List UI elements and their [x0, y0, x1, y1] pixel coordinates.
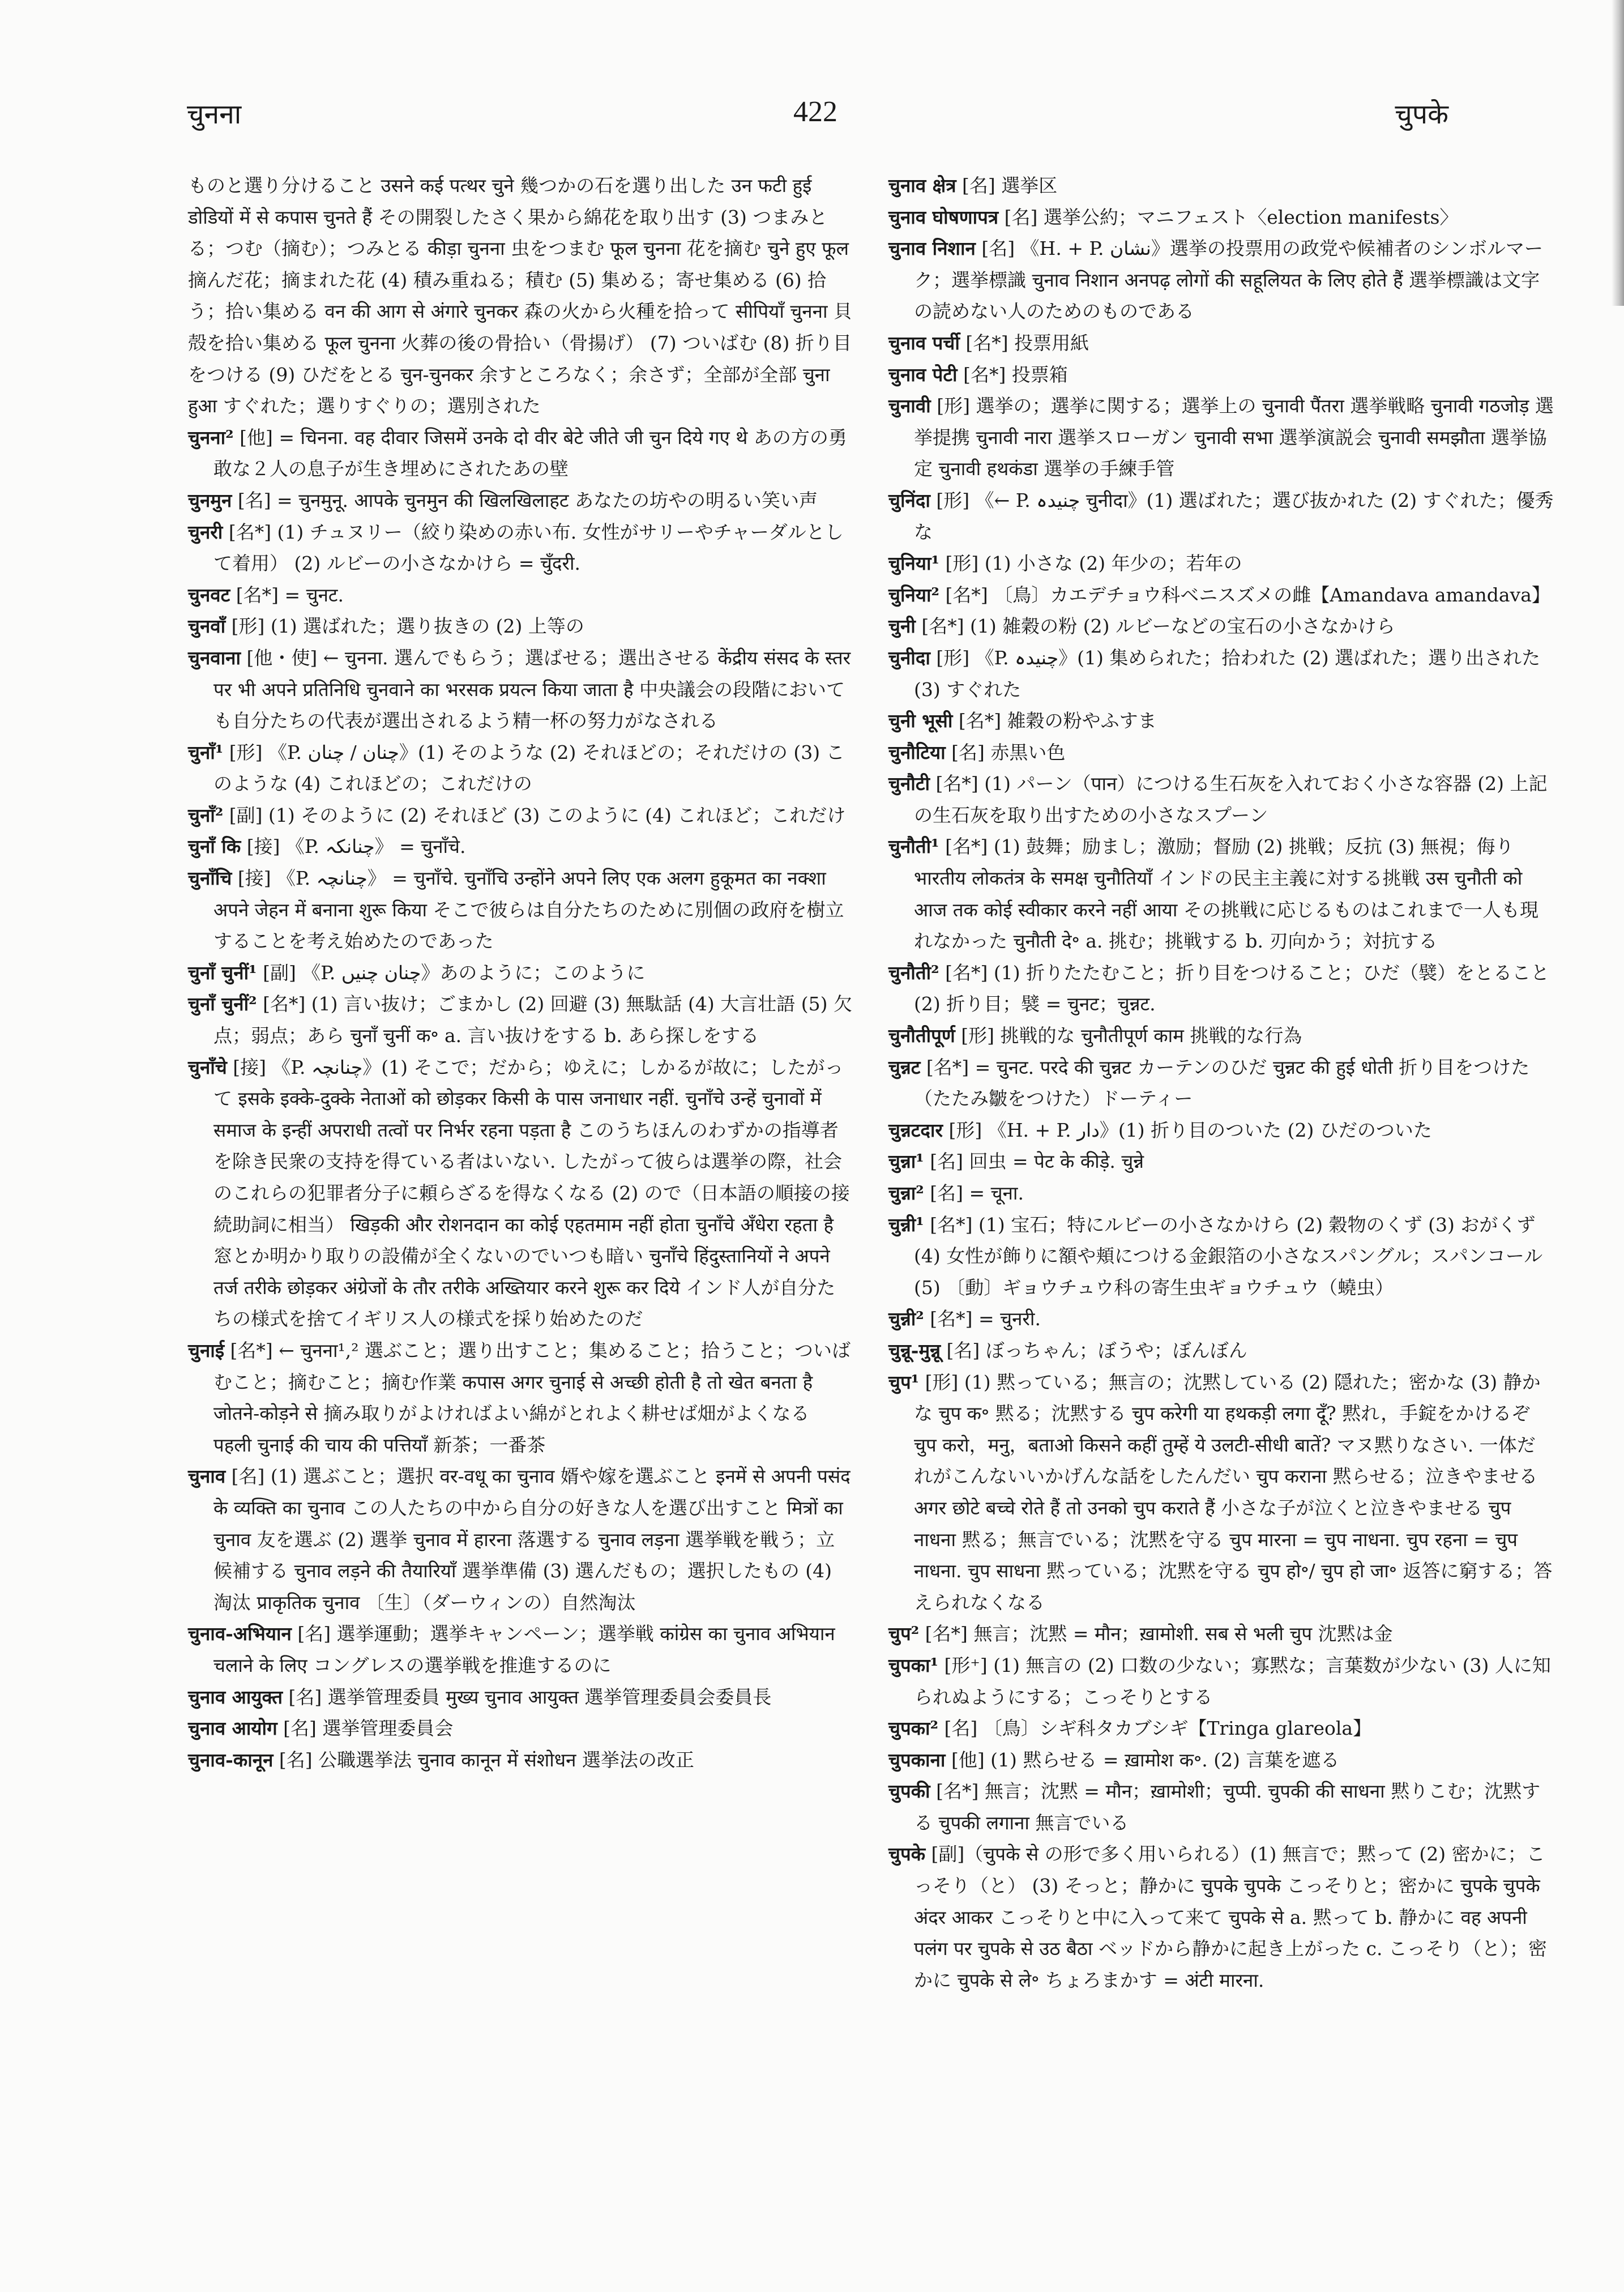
entry-definition: [副] (1) そのように (2) それほど (3) このように (4) これほど；これだけ: [223, 804, 846, 826]
entry-headword: चुनाँचि: [188, 867, 232, 890]
entry-headword: चुनाव आयुक्त: [188, 1685, 283, 1708]
dictionary-entry: [188, 170, 853, 422]
entry-headword: चुनी: [888, 615, 916, 638]
entry-definition: [名*] 雑穀の粉やふすま: [952, 710, 1157, 732]
dictionary-entry: [188, 422, 853, 485]
header-first-headword: चुनना: [187, 99, 242, 130]
dictionary-entry: [888, 390, 1554, 485]
entry-definition: [形] (1) 黙っている；無言の；沈黙している (2) 隠れた；密かな (3) 静かな चुप क॰ 黙る；沈黙する चुप करेगी या हथकड़ी लगा दूँ? 黙れ，手錠をかけるぞ चुप करो，मनु，बताओ किसने कहीं तुम्हें ये उलटी-सीधी बातें? マヌ黙りなさい. 一体だれがこんないいかげんな話をしたんだい चुप कराना 黙らせる；泣きやませる अगर छोटे बच्चे रोते हैं तो उनको चुप कराते हैं 小さな子が泣くと泣きやませる चुप नाधना 黙る；無言でいる；沈黙を守る चुप मारना = चुप नाधना. चुप रहना = चुप नाधना. चुप साधना 黙っている；沈黙を守る चुप हो॰/ चुप हो जा॰ 返答に窮する；答えられなくなる: [914, 1371, 1553, 1614]
entry-definition: [名] 選挙管理委員会: [277, 1717, 454, 1740]
entry-headword: चुनिया¹: [888, 552, 939, 575]
entry-headword: चुन्नटदार: [888, 1119, 943, 1141]
entry-definition: [名*] (1) 宝石；特にルビーの小さなかけら (2) 穀物のくず (3) おがくず (4) 女性が飾りに額や頬につける金銀箔の小さなスパングル；スパンコール (5) 〔動〕ギョウチュウ科の寄生虫ギョウチュウ（蟯虫）: [914, 1213, 1543, 1299]
dictionary-entry: [888, 1209, 1554, 1304]
entry-definition: [名] 選挙区: [956, 174, 1058, 197]
dictionary-entry: [188, 579, 853, 611]
dictionary-entry: [888, 1020, 1554, 1052]
dictionary-entry: [888, 611, 1554, 642]
entry-headword: चुनाँ चुनीं²: [188, 993, 257, 1015]
entry-headword: चुपकाना: [888, 1748, 946, 1771]
dictionary-entry: [888, 1367, 1554, 1619]
entry-headword: चुप¹: [888, 1371, 920, 1393]
dictionary-entry: [188, 1052, 853, 1335]
entry-headword: चुनाव घोषणापत्र: [888, 206, 999, 228]
dictionary-entry: [188, 831, 853, 863]
running-header: [0, 95, 1624, 135]
entry-definition: [名*] (1) 雑穀の粉 (2) ルビーなどの宝石の小さなかけら: [915, 615, 1395, 638]
entry-headword: चुन्नी²: [888, 1308, 924, 1330]
entry-headword: चुनीदा: [888, 646, 930, 669]
dictionary-entry: [188, 517, 853, 579]
dictionary-entry: [888, 1146, 1554, 1177]
entry-definition: [副]（चुपके से の形で多く用いられる）(1) 無言で；黙って (2) 密かに；こっそり（と） (3) そっと；静かに चुपके चुपके こっそりと；密かに चुपके चुपके अंदर आकर こっそりと中に入って来て चुपके से a. 黙って b. 静かに वह अपनी पलंग पर चुपके से उठ बैठा ベッドから静かに起き上がった c. こっそり（と）；密かに चुपके से ले॰ ちょろまかす = अंटी मारना.: [914, 1843, 1547, 1991]
dictionary-entry: [188, 1681, 853, 1713]
dictionary-entry: [888, 957, 1554, 1020]
entry-headword: चुप²: [888, 1623, 920, 1645]
entry-headword: चुन्ना²: [888, 1182, 924, 1204]
entry-headword: चुनाव आयोग: [188, 1717, 277, 1740]
entry-headword: चुनिंदा: [888, 489, 930, 511]
entry-headword: चुनाव पर्ची: [888, 331, 960, 354]
dictionary-entry: [188, 1618, 853, 1681]
dictionary-entry: [888, 1618, 1554, 1650]
dictionary-entry: [188, 1335, 853, 1461]
entry-definition: [接] 《P. چنانچہ》 = चुनाँचे. चुनाँचि उन्होंने अपने लिए एक अलग हुकूमत का नक्शा अपने जेहन में बनाना शुरू किया そこで彼らは自分たちのために別個の政府を樹立することを考え始めたのであった: [213, 867, 844, 953]
dictionary-entry: [888, 1650, 1554, 1713]
header-last-headword: चुपके: [1395, 99, 1448, 130]
entry-definition: [名*] (1) 鼓舞；励まし；激励；督励 (2) 挑戦；反抗 (3) 無視；侮り भारतीय लोकतंत्र के समक्ष चुनौतियाँ インドの民主主義に対する挑戦 उस चुनौती को आज तक कोई स्वीकार करने नहीं आया その挑戦に応じるものはこれまで一人も現れなかった चुनौती दे॰ a. 挑む；挑戦する b. 刃向かう；対抗する: [914, 835, 1538, 953]
entry-headword: चुनना²: [188, 426, 234, 449]
entry-headword: चुनी भूसी: [888, 710, 953, 732]
entry-definition: [名*] = चुनट. परदे की चुन्नट カーテンのひだ चुन्नट की हुई धोती 折り目をつけた（たたみ皺をつけた）ドーティー: [914, 1056, 1530, 1110]
entry-headword: चुनाव-कानून: [188, 1748, 273, 1771]
dictionary-entry: [888, 1744, 1554, 1776]
dictionary-entry: [188, 1713, 853, 1744]
entry-headword: चुनाँचे: [188, 1056, 227, 1078]
entry-headword: चुनाँ¹: [188, 741, 224, 763]
entry-definition: [名] 回虫 = पेट के कीड़े. चुन्ने: [924, 1150, 1144, 1173]
entry-headword: चुपका²: [888, 1717, 939, 1740]
entry-headword: चुनाँ चुनीं¹: [188, 961, 257, 984]
entry-headword: चुनिया²: [888, 583, 939, 606]
entry-definition: [形⁺] (1) 無言の (2) 口数の少ない；寡黙な；言葉数が少ない (3) 人に知られぬようにする；こっそりとする: [914, 1654, 1551, 1708]
entry-definition: [名] 赤黒い色: [945, 741, 1066, 763]
dictionary-entry: [188, 800, 853, 831]
entry-definition: [名*] 投票用紙: [959, 331, 1089, 354]
dictionary-entry: [888, 170, 1554, 202]
entry-definition: [名*] 〔鳥〕カエデチョウ科ベニスズメの雌【Amandava amandava】: [939, 583, 1550, 606]
entry-definition: [名*] (1) 言い抜け；ごまかし (2) 回避 (3) 無駄話 (4) 大言壮語 (5) 欠点；弱点；あら चुनाँ चुनीं क॰ a. 言い抜けをする b. あら探しをする: [213, 993, 852, 1047]
dictionary-entry: [188, 485, 853, 517]
entry-definition: [名*] 無言；沈黙 = मौन；ख़ामोशी；चुप्पी. चुपकी की साधना 黙りこむ；沈黙する चुपकी लगाना 無言でいる: [914, 1780, 1541, 1834]
dictionary-entry: [188, 611, 853, 642]
entry-definition: [名] ぼっちゃん；ぼうや；ぼんぼん: [941, 1339, 1247, 1361]
entry-definition: [形] 《H. + P. دار》(1) 折り目のついた (2) ひだのついた: [942, 1119, 1432, 1141]
dictionary-entry: [188, 863, 853, 957]
entry-headword: चुन्ना¹: [888, 1150, 924, 1173]
dictionary-entry: [188, 1461, 853, 1618]
dictionary-entry: [888, 642, 1554, 705]
entry-definition: [名] 《H. + P. نشان》選挙の投票用の政党や候補者のシンボルマーク；選挙標識 चुनाव निशान अनपढ़ लोगों की सहूलियत के लिए होते हैं 選挙標識は文字の読めない人のためのものである: [914, 237, 1544, 323]
entry-headword: चुनाव क्षेत्र: [888, 174, 956, 197]
dictionary-entry: [888, 1775, 1554, 1838]
entry-definition: [名] 〔鳥〕シギ科タカブシギ【Tringa glareola】: [938, 1717, 1372, 1740]
dictionary-entry: [888, 768, 1554, 831]
entry-definition: [名*] = चुनरी.: [924, 1308, 1041, 1330]
dictionary-entry: [188, 642, 853, 737]
dictionary-entry: [888, 1838, 1554, 1996]
entry-definition: [形] (1) 小さな (2) 年少の；若年の: [939, 552, 1242, 575]
entry-headword: चुन्नू-मुन्नू: [888, 1339, 941, 1361]
entry-definition: [他] = चिनना. वह दीवार जिसमें उनके दो वीर बेटे जीते जी चुन दिये गए थे あの方の勇敢な２人の息子が生き埋めにされたあの壁: [213, 426, 847, 480]
entry-headword: चुनौतीपूर्ण: [888, 1025, 955, 1047]
entry-definition: [名*] (1) パーン（पान）につける生石灰を入れておく小さな容器 (2) 上記の生石灰を取り出すための小さなスプーン: [914, 772, 1548, 826]
entry-headword: चुनौती¹: [888, 835, 939, 858]
entry-headword: चुनावी: [888, 395, 931, 417]
entry-headword: चुनाँ कि: [188, 835, 241, 858]
entry-definition: [名] = चूना.: [924, 1182, 1024, 1204]
entry-definition: [形] 《P. چنان / چنان》(1) そのような (2) それほどの；それだけの (3) このような (4) これほどの；これだけの: [213, 741, 845, 795]
entry-definition: [接] 《P. چنانچہ》(1) そこで；だから；ゆえに；しかるが故に；したがって इसके इक्के-दुक्के नेताओं को छोड़कर किसी के पास जनाधार नहीं. चुनाँचे उन्हें चुनावों में समाज के इन्हीं अपराधी तत्वों पर निर्भर रहना पड़ता है このうちほんのわずかの指導者を除き民衆の支持を得ている者はいない. したがって彼らは選挙の際，社会のこれらの犯罪者分子に頼らざるを得なくなる (2) ので（日本語の順接の接続助詞に相当） खिड़की और रोशनदान का कोई एहतमाम नहीं होता चुनाँचे अँधेरा रहता है 窓とか明かり取りの設備が全くないのでいつも暗い चुनाँचे हिंदुस्तानियों ने अपने तर्ज तरीके छोड़कर अंग्रेजों के तौर तरीके अख्तियार करने शुरू कर दिये インド人が自分たちの様式を捨てイギリス人の様式を採り始めたのだ: [213, 1056, 850, 1330]
entry-definition: [他] (1) 黙らせる = ख़ामोश क॰. (2) 言葉を遮る: [945, 1748, 1340, 1771]
dictionary-entry: [188, 988, 853, 1051]
dictionary-entry: [888, 359, 1554, 391]
entry-headword: चुनाव पेटी: [888, 363, 958, 386]
entry-definition: [名] 選挙運動；選挙キャンペーン；選挙戦 कांग्रेस का चुनाव अभियान चलाने के लिए コングレスの選挙戦を推進するのに: [213, 1623, 835, 1676]
entry-headword: चुनवट: [188, 583, 230, 606]
dictionary-entry: [888, 202, 1554, 233]
entry-definition: [名] 選挙管理委員 मुख्य चुनाव आयुक्त 選挙管理委員会委員長: [283, 1685, 772, 1708]
entry-headword: चुनवाना: [188, 646, 241, 669]
entry-headword: चुन्नट: [888, 1056, 921, 1078]
entry-definition: [名] (1) 選ぶこと；選択 वर-वधू का चुनाव 婿や嫁を選ぶこと इनमें से अपनी पसंद के व्यक्ति का चुनाव この人たちの中から自分の好きな人を選び出すこと मित्रों का चुनाव 友を選ぶ (2) 選挙 चुनाव में हारना 落選する चुनाव लड़ना 選挙戦を戦う；立候補する चुनाव लड़ने की तैयारियाँ 選挙準備 (3) 選んだもの；選択したもの (4) 淘汰 प्राकृतिक चुनाव 〔生〕（ダーウィンの）自然淘汰: [213, 1465, 851, 1614]
dictionary-entry: [188, 1744, 853, 1776]
entry-headword: चुपकी: [888, 1780, 930, 1803]
entry-headword: चुनाव निशान: [888, 237, 976, 260]
dictionary-entry: [888, 1052, 1554, 1115]
entry-definition: [形] 挑戦的な चुनौतीपूर्ण काम 挑戦的な行為: [955, 1025, 1302, 1047]
page-number: 422: [793, 96, 837, 128]
dictionary-entry: [888, 548, 1554, 579]
entry-definition: [名*] (1) 折りたたむこと；折り目をつけること；ひだ（襞）をとること (2) 折り目；襞 = चुनट；चुन्नट.: [914, 961, 1550, 1015]
dictionary-entry: [888, 1335, 1554, 1367]
dictionary-entry: [888, 831, 1554, 957]
entry-headword: चुनवाँ: [188, 615, 226, 638]
entry-definition: [名*] 投票箱: [957, 363, 1068, 386]
dictionary-entry: [188, 957, 853, 989]
entry-definition: [接] 《P. چنانکہ》 = चुनाँचे.: [241, 835, 466, 858]
entry-definition: [名*] 無言；沈黙 = मौन；ख़ामोशी. सब से भली चुप 沈黙は金: [919, 1623, 1393, 1645]
dictionary-entry: [888, 579, 1554, 611]
dictionary-entry: [888, 485, 1554, 548]
entry-definition: [形] 《P. چنیدہ》(1) 集められた；拾われた (2) 選ばれた；選り出された (3) すぐれた: [914, 646, 1541, 701]
right-column: [888, 170, 1554, 1996]
dictionary-entry: [188, 737, 853, 800]
page-edge-shadow: [1612, 0, 1624, 306]
entry-definition: [名] 公職選挙法 चुनाव कानून में संशोधन 選挙法の改正: [273, 1748, 694, 1771]
entry-headword: चुनाव: [188, 1465, 226, 1488]
entry-headword: चुनाई: [188, 1339, 225, 1361]
dictionary-entry: [888, 1177, 1554, 1209]
entry-definition: [副] 《P. چنان چنیں》あのように；このように: [257, 961, 646, 984]
entry-definition: [名] 選挙公約；マニフェスト〈election manifests〉: [998, 206, 1459, 228]
entry-definition: [名] = चुनमुनू. आपके चुनमुन की खिलखिलाहट あなたの坊やの明るい笑い声: [232, 489, 818, 511]
entry-definition: [他・使] ← चुनना. 選んでもらう；選ばせる；選出させる केंद्रीय संसद के स्तर पर भी अपने प्रतिनिधि चुनवाने का भरसक प्रयत्न किया जाता है 中央議会の段階においても自分たちの代表が選出されるよう精一杯の努力がなされる: [213, 646, 851, 732]
entry-definition: [名*] = चुनट.: [230, 583, 344, 606]
entry-definition: ものと選り分けること उसने कई पत्थर चुने 幾つかの石を選り出した उन फटी हुई डोडियों में से कपास चुनते हैं その開裂したさく果から綿花を取り出す (3) つまみとる；つむ（摘む）；つみとる कीड़ा चुनना 虫をつまむ फूल चुनना 花を摘む चुने हुए फूल 摘んだ花；摘まれた花 (4) 積み重ねる；積む (5) 集める；寄せ集める (6) 拾う；拾い集める वन की आग से अंगारे चुनकर 森の火から火種を拾って सीपियाँ चुनना 貝殻を拾い集める फूल चुनना 火葬の後の骨拾い（骨揚げ） (7) ついばむ (8) 折り目をつける (9) ひだをとる चुन-चुनकर 余すところなく；余さず；全部が全部 चुना हुआ すぐれた；選りすぐりの；選別された: [188, 174, 852, 417]
entry-definition: [名*] (1) チュヌリー（絞り染めの赤い布. 女性がサリーやチャーダルとして着用） (2) ルビーの小さなかけら = चुँदरी.: [213, 520, 844, 575]
entry-headword: चुनमुन: [188, 489, 232, 511]
dictionary-entry: [888, 705, 1554, 737]
entry-headword: चुनाव-अभियान: [188, 1623, 292, 1645]
dictionary-entry: [888, 1115, 1554, 1146]
entry-headword: चुपके: [888, 1843, 926, 1866]
entry-definition: [名*] ← चुनना¹,² 選ぶこと；選り出すこと；集めること；拾うこと；ついばむこと；摘むこと；摘む作業 कपास अगर चुनाई से अच्छी होती है तो खेत बनता है जोतने-कोड़ने से 摘み取りがよければよい綿がとれよく耕せば畑がよくなる पहली चुनाई की चाय की पत्तियाँ 新茶；一番茶: [213, 1339, 851, 1456]
dictionary-entry: [888, 737, 1554, 769]
entry-headword: चुनौटिया: [888, 741, 946, 763]
dictionary-entry: [888, 327, 1554, 359]
entry-headword: चुपका¹: [888, 1654, 939, 1676]
entry-headword: चुन्नी¹: [888, 1213, 924, 1236]
entry-definition: [形] (1) 選ばれた；選り抜きの (2) 上等の: [225, 615, 584, 638]
entry-headword: चुनौती²: [888, 961, 939, 984]
left-column: [188, 170, 853, 1775]
entry-headword: चुनौटी: [888, 772, 930, 795]
entry-headword: चुनरी: [188, 520, 223, 543]
entry-definition: [形] 《← P. چنیدہ चुनीदा》(1) 選ばれた；選び抜かれた (2) すぐれた；優秀な: [914, 489, 1554, 543]
dictionary-entry: [888, 1713, 1554, 1744]
dictionary-entry: [888, 1303, 1554, 1335]
entry-headword: चुनाँ²: [188, 804, 224, 826]
dictionary-entry: [888, 233, 1554, 327]
entry-definition: [形] 選挙の；選挙に関する；選挙上の चुनावी पैंतरा 選挙戦略 चुनावी गठजोड़ 選挙提携 चुनावी नारा 選挙スローガン चुनावी सभा 選挙演説会 चुनावी समझौता 選挙協定 चुनावी हथकंडा 選挙の手練手管: [914, 395, 1554, 480]
